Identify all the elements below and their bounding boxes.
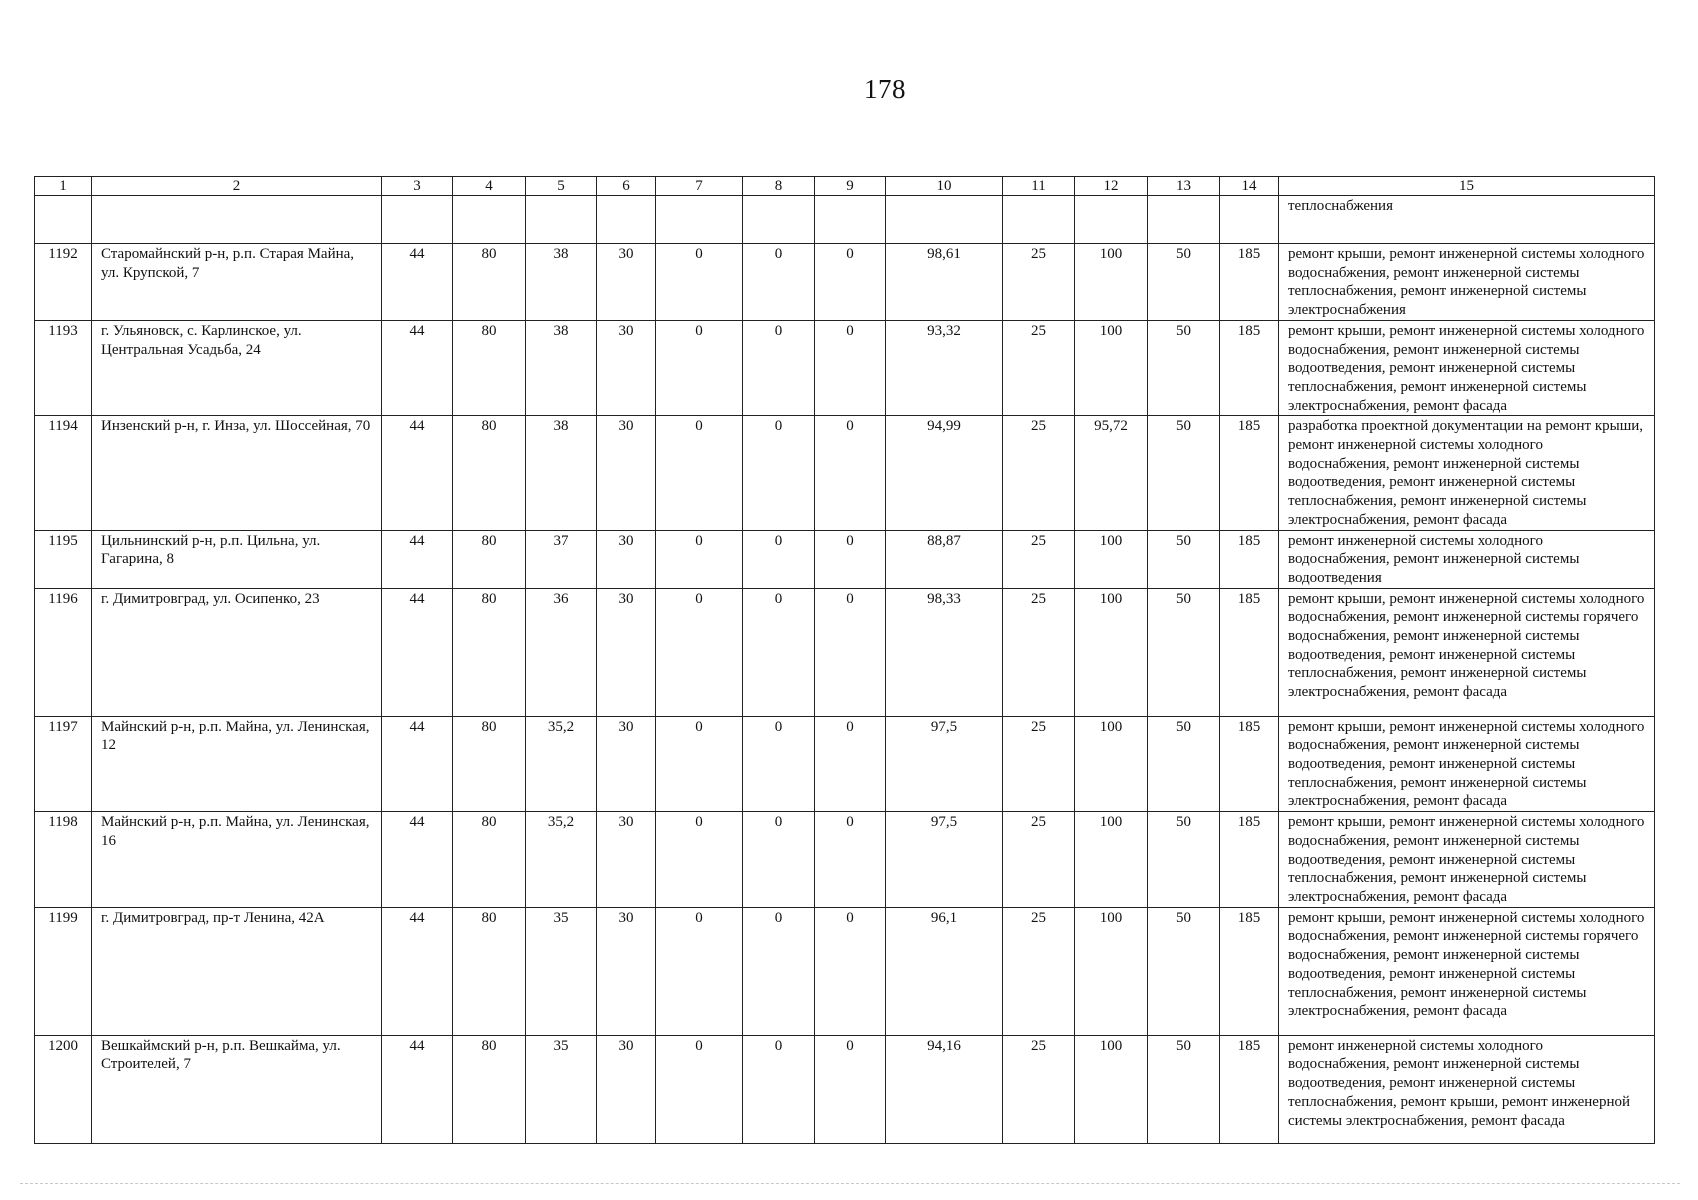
table-row <box>35 716 1655 812</box>
works-cell: теплоснабжения <box>1279 196 1655 244</box>
value-cell-c7: 0 <box>656 416 743 530</box>
value-cell-c3: 44 <box>382 588 453 716</box>
table-row <box>35 907 1655 1035</box>
value-cell-c3: 44 <box>382 530 453 588</box>
column-header-12: 12 <box>1075 177 1148 196</box>
value-cell-c4: 80 <box>453 588 526 716</box>
value-cell-c10 <box>886 196 1003 244</box>
column-header-14: 14 <box>1220 177 1279 196</box>
value-cell-c7 <box>656 196 743 244</box>
header-row <box>35 177 1655 196</box>
value-cell-c4: 80 <box>453 530 526 588</box>
value-cell-c11 <box>1003 196 1075 244</box>
value-cell-c14: 185 <box>1220 320 1279 416</box>
table-row <box>35 1035 1655 1143</box>
value-cell-c9: 0 <box>815 588 886 716</box>
value-cell-c10: 88,87 <box>886 530 1003 588</box>
value-cell-c9: 0 <box>815 416 886 530</box>
row-number-cell: 1198 <box>35 812 92 908</box>
row-number-cell: 1200 <box>35 1035 92 1143</box>
value-cell-c8: 0 <box>743 812 815 908</box>
value-cell-c11: 25 <box>1003 416 1075 530</box>
value-cell-c4: 80 <box>453 812 526 908</box>
value-cell-c7: 0 <box>656 588 743 716</box>
address-cell: Вешкаймский р-н, р.п. Вешкайма, ул. Строителей, 7 <box>92 1035 382 1143</box>
value-cell-c4: 80 <box>453 320 526 416</box>
value-cell-c6: 30 <box>597 716 656 812</box>
value-cell-c5: 35 <box>526 1035 597 1143</box>
value-cell-c14 <box>1220 196 1279 244</box>
value-cell-c12: 100 <box>1075 320 1148 416</box>
works-cell: ремонт крыши, ремонт инженерной системы холодного водоснабжения, ремонт инженерной системы водоотведения, ремонт инженерной системы теплоснабжения, ремонт инженерной системы электроснабжения, ремонт фасада <box>1279 320 1655 416</box>
value-cell-c9: 0 <box>815 812 886 908</box>
value-cell-c6: 30 <box>597 907 656 1035</box>
column-header-7: 7 <box>656 177 743 196</box>
value-cell-c4: 80 <box>453 907 526 1035</box>
works-cell: ремонт инженерной системы холодного водоснабжения, ремонт инженерной системы водоотведения <box>1279 530 1655 588</box>
value-cell-c5: 38 <box>526 320 597 416</box>
value-cell-c14: 185 <box>1220 716 1279 812</box>
value-cell-c6 <box>597 196 656 244</box>
value-cell-c10: 94,16 <box>886 1035 1003 1143</box>
value-cell-c3: 44 <box>382 716 453 812</box>
column-header-10: 10 <box>886 177 1003 196</box>
works-cell: ремонт крыши, ремонт инженерной системы холодного водоснабжения, ремонт инженерной системы горячего водоснабжения, ремонт инженерной системы водоотведения, ремонт инженерной системы теплоснабжения, ремонт инженерной системы электроснабжения, ремонт фасада <box>1279 588 1655 716</box>
value-cell-c10: 97,5 <box>886 716 1003 812</box>
value-cell-c8 <box>743 196 815 244</box>
value-cell-c14: 185 <box>1220 812 1279 908</box>
value-cell-c13: 50 <box>1148 320 1220 416</box>
table-body <box>35 196 1655 1144</box>
value-cell-c9: 0 <box>815 907 886 1035</box>
value-cell-c9: 0 <box>815 1035 886 1143</box>
value-cell-c4: 80 <box>453 244 526 321</box>
value-cell-c5: 35 <box>526 907 597 1035</box>
value-cell-c6: 30 <box>597 530 656 588</box>
value-cell-c5: 38 <box>526 244 597 321</box>
value-cell-c14: 185 <box>1220 416 1279 530</box>
column-header-4: 4 <box>453 177 526 196</box>
table-row <box>35 320 1655 416</box>
value-cell-c8: 0 <box>743 907 815 1035</box>
value-cell-c4: 80 <box>453 1035 526 1143</box>
value-cell-c7: 0 <box>656 812 743 908</box>
value-cell-c13: 50 <box>1148 588 1220 716</box>
value-cell-c4: 80 <box>453 416 526 530</box>
value-cell-c12: 100 <box>1075 812 1148 908</box>
value-cell-c13: 50 <box>1148 530 1220 588</box>
table-row <box>35 244 1655 321</box>
value-cell-c9: 0 <box>815 530 886 588</box>
value-cell-c14: 185 <box>1220 244 1279 321</box>
value-cell-c13: 50 <box>1148 907 1220 1035</box>
value-cell-c10: 97,5 <box>886 812 1003 908</box>
value-cell-c13: 50 <box>1148 716 1220 812</box>
value-cell-c5: 35,2 <box>526 812 597 908</box>
value-cell-c14: 185 <box>1220 907 1279 1035</box>
address-cell <box>92 196 382 244</box>
works-cell: ремонт крыши, ремонт инженерной системы холодного водоснабжения, ремонт инженерной системы теплоснабжения, ремонт инженерной системы электроснабжения <box>1279 244 1655 321</box>
address-cell: Майнский р-н, р.п. Майна, ул. Ленинская, 16 <box>92 812 382 908</box>
value-cell-c12: 100 <box>1075 716 1148 812</box>
value-cell-c11: 25 <box>1003 530 1075 588</box>
column-header-9: 9 <box>815 177 886 196</box>
value-cell-c10: 98,33 <box>886 588 1003 716</box>
column-header-3: 3 <box>382 177 453 196</box>
value-cell-c11: 25 <box>1003 907 1075 1035</box>
value-cell-c3: 44 <box>382 1035 453 1143</box>
address-cell: Майнский р-н, р.п. Майна, ул. Ленинская, 12 <box>92 716 382 812</box>
address-cell: Инзенский р-н, г. Инза, ул. Шоссейная, 70 <box>92 416 382 530</box>
value-cell-c7: 0 <box>656 530 743 588</box>
works-cell: ремонт крыши, ремонт инженерной системы холодного водоснабжения, ремонт инженерной системы водоотведения, ремонт инженерной системы теплоснабжения, ремонт инженерной системы электроснабжения, ремонт фасада <box>1279 716 1655 812</box>
value-cell-c12: 100 <box>1075 530 1148 588</box>
value-cell-c8: 0 <box>743 1035 815 1143</box>
column-header-2: 2 <box>92 177 382 196</box>
value-cell-c8: 0 <box>743 530 815 588</box>
row-number-cell <box>35 196 92 244</box>
value-cell-c6: 30 <box>597 1035 656 1143</box>
value-cell-c9: 0 <box>815 320 886 416</box>
repair-program-table <box>34 176 1655 1144</box>
value-cell-c5 <box>526 196 597 244</box>
value-cell-c4: 80 <box>453 716 526 812</box>
value-cell-c11: 25 <box>1003 1035 1075 1143</box>
value-cell-c11: 25 <box>1003 244 1075 321</box>
row-number-cell: 1192 <box>35 244 92 321</box>
address-cell: г. Димитровград, пр-т Ленина, 42А <box>92 907 382 1035</box>
value-cell-c6: 30 <box>597 320 656 416</box>
scan-artifact-line <box>20 1183 1680 1184</box>
row-number-cell: 1196 <box>35 588 92 716</box>
value-cell-c6: 30 <box>597 812 656 908</box>
value-cell-c5: 35,2 <box>526 716 597 812</box>
table-row <box>35 416 1655 530</box>
column-header-11: 11 <box>1003 177 1075 196</box>
value-cell-c6: 30 <box>597 588 656 716</box>
value-cell-c8: 0 <box>743 320 815 416</box>
row-number-cell: 1199 <box>35 907 92 1035</box>
value-cell-c7: 0 <box>656 1035 743 1143</box>
value-cell-c5: 36 <box>526 588 597 716</box>
value-cell-c3: 44 <box>382 812 453 908</box>
value-cell-c13: 50 <box>1148 244 1220 321</box>
works-cell: ремонт крыши, ремонт инженерной системы холодного водоснабжения, ремонт инженерной системы водоотведения, ремонт инженерной системы теплоснабжения, ремонт инженерной системы электроснабжения, ремонт фасада <box>1279 812 1655 908</box>
value-cell-c12: 100 <box>1075 907 1148 1035</box>
table-row <box>35 196 1655 244</box>
value-cell-c13: 50 <box>1148 416 1220 530</box>
column-header-13: 13 <box>1148 177 1220 196</box>
works-cell: ремонт инженерной системы холодного водоснабжения, ремонт инженерной системы водоотведения, ремонт инженерной системы теплоснабжения, ремонт крыши, ремонт инженерной системы электроснабжения, ремонт фасада <box>1279 1035 1655 1143</box>
value-cell-c8: 0 <box>743 588 815 716</box>
value-cell-c12: 95,72 <box>1075 416 1148 530</box>
table-row <box>35 588 1655 716</box>
value-cell-c11: 25 <box>1003 320 1075 416</box>
value-cell-c13: 50 <box>1148 812 1220 908</box>
value-cell-c6: 30 <box>597 244 656 321</box>
table-header <box>35 177 1655 196</box>
value-cell-c9 <box>815 196 886 244</box>
value-cell-c8: 0 <box>743 244 815 321</box>
value-cell-c9: 0 <box>815 244 886 321</box>
value-cell-c12 <box>1075 196 1148 244</box>
column-header-15: 15 <box>1279 177 1655 196</box>
value-cell-c12: 100 <box>1075 244 1148 321</box>
column-header-5: 5 <box>526 177 597 196</box>
value-cell-c11: 25 <box>1003 588 1075 716</box>
value-cell-c8: 0 <box>743 716 815 812</box>
value-cell-c3 <box>382 196 453 244</box>
row-number-cell: 1194 <box>35 416 92 530</box>
table-row <box>35 530 1655 588</box>
value-cell-c7: 0 <box>656 716 743 812</box>
column-header-1: 1 <box>35 177 92 196</box>
value-cell-c3: 44 <box>382 320 453 416</box>
value-cell-c12: 100 <box>1075 588 1148 716</box>
table-row <box>35 812 1655 908</box>
column-header-8: 8 <box>743 177 815 196</box>
value-cell-c4 <box>453 196 526 244</box>
value-cell-c6: 30 <box>597 416 656 530</box>
value-cell-c9: 0 <box>815 716 886 812</box>
address-cell: г. Димитровград, ул. Осипенко, 23 <box>92 588 382 716</box>
value-cell-c14: 185 <box>1220 1035 1279 1143</box>
page-number: 178 <box>864 74 906 104</box>
value-cell-c10: 94,99 <box>886 416 1003 530</box>
value-cell-c10: 96,1 <box>886 907 1003 1035</box>
works-cell: ремонт крыши, ремонт инженерной системы холодного водоснабжения, ремонт инженерной системы горячего водоснабжения, ремонт инженерной системы водоотведения, ремонт инженерной системы теплоснабжения, ремонт инженерной системы электроснабжения, ремонт фасада <box>1279 907 1655 1035</box>
value-cell-c11: 25 <box>1003 812 1075 908</box>
value-cell-c10: 93,32 <box>886 320 1003 416</box>
address-cell: Цильнинский р-н, р.п. Цильна, ул. Гагарина, 8 <box>92 530 382 588</box>
value-cell-c7: 0 <box>656 244 743 321</box>
row-number-cell: 1195 <box>35 530 92 588</box>
value-cell-c5: 38 <box>526 416 597 530</box>
value-cell-c3: 44 <box>382 907 453 1035</box>
value-cell-c8: 0 <box>743 416 815 530</box>
row-number-cell: 1197 <box>35 716 92 812</box>
address-cell: Старомайнский р-н, р.п. Старая Майна, ул. Крупской, 7 <box>92 244 382 321</box>
value-cell-c7: 0 <box>656 320 743 416</box>
works-cell: разработка проектной документации на ремонт крыши, ремонт инженерной системы холодного водоснабжения, ремонт инженерной системы водоотведения, ремонт инженерной системы теплоснабжения, ремонт инженерной системы электроснабжения, ремонт фасада <box>1279 416 1655 530</box>
value-cell-c13 <box>1148 196 1220 244</box>
value-cell-c13: 50 <box>1148 1035 1220 1143</box>
address-cell: г. Ульяновск, с. Карлинское, ул. Центральная Усадьба, 24 <box>92 320 382 416</box>
value-cell-c14: 185 <box>1220 530 1279 588</box>
value-cell-c7: 0 <box>656 907 743 1035</box>
value-cell-c10: 98,61 <box>886 244 1003 321</box>
column-header-6: 6 <box>597 177 656 196</box>
value-cell-c14: 185 <box>1220 588 1279 716</box>
row-number-cell: 1193 <box>35 320 92 416</box>
value-cell-c11: 25 <box>1003 716 1075 812</box>
value-cell-c3: 44 <box>382 416 453 530</box>
value-cell-c12: 100 <box>1075 1035 1148 1143</box>
value-cell-c3: 44 <box>382 244 453 321</box>
value-cell-c5: 37 <box>526 530 597 588</box>
